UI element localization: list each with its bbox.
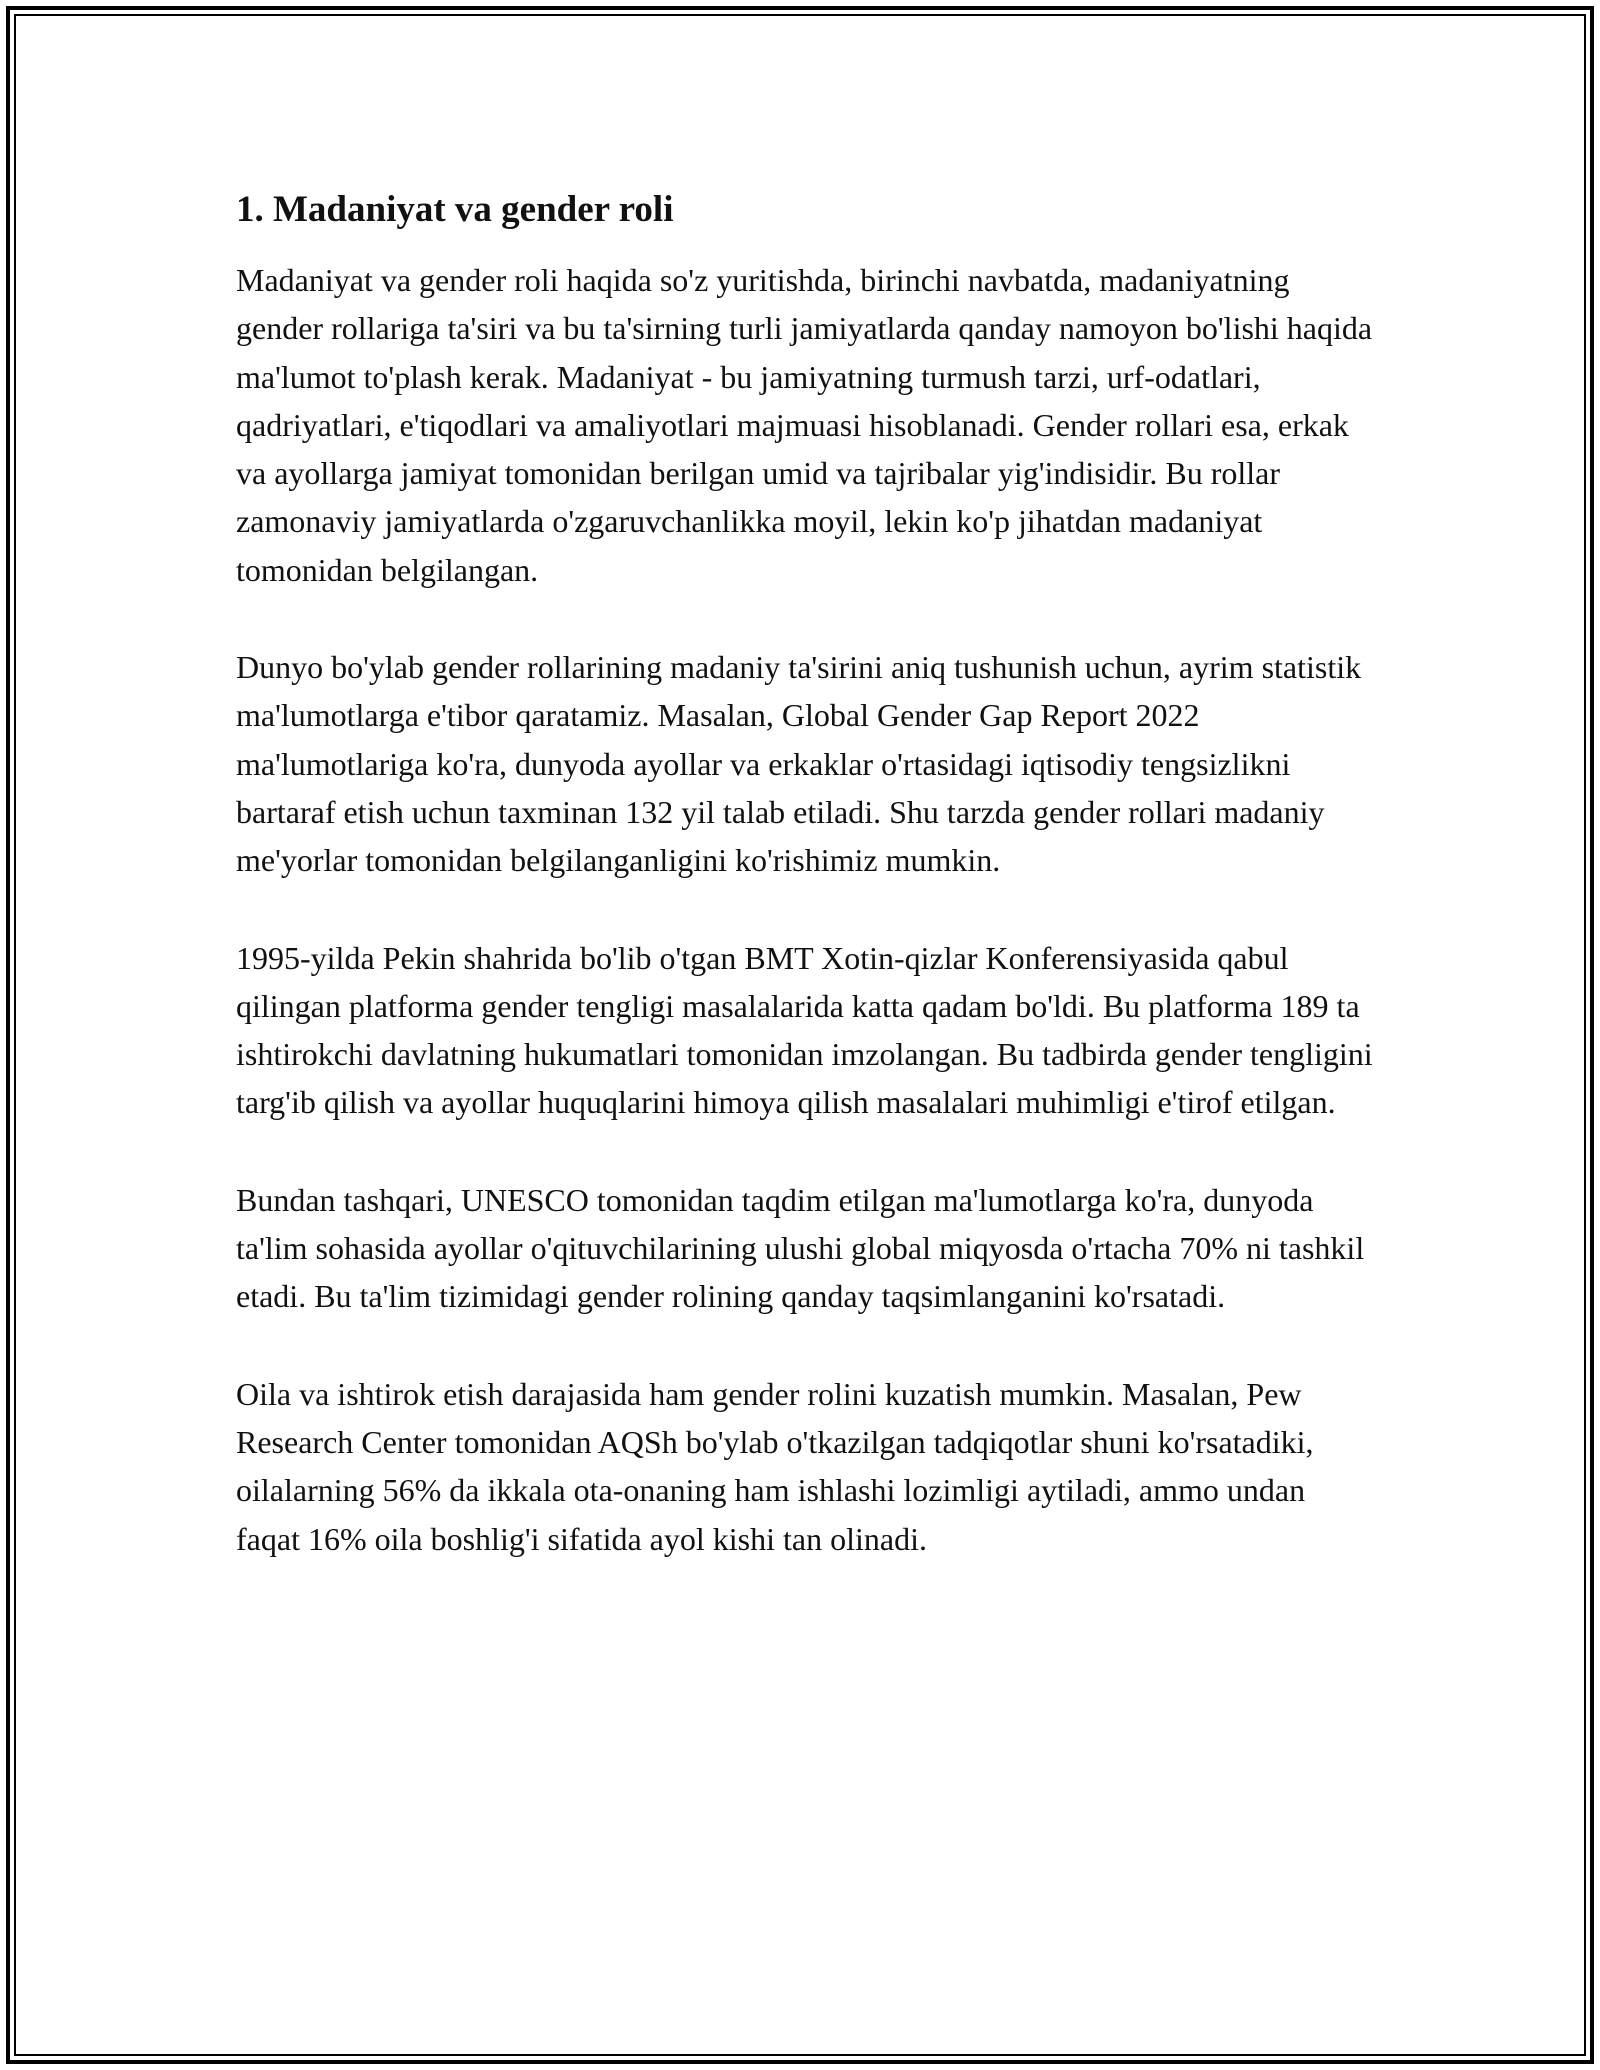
paragraph-culture-definition: Madaniyat va gender roli haqida so'z yuritishda, birinchi navbatda, madaniyatning gender rollariga ta'siri va bu ta'sirning turli jamiyatlarda qanday namoyon bo'lishi haqida ma'lumot to'plash kerak. Madaniyat - bu jamiyatning turmush tarzi, urf-odatlari, qadriyatlari, e'tiqodlari va amaliyotlari majmuasi hisoblanadi. Gender rollari esa, erkak va ayollarga jamiyat tomonidan berilgan umid va tajribalar yig'indisidir. Bu rollar zamonaviy jamiyatlarda o'zgaruvchanlikka moyil, lekin ko'p jihatdan madaniyat tomonidan belgilangan.	[236, 262, 1373, 588]
paragraph-pew-research: Oila va ishtirok etish darajasida ham gender rolini kuzatish mumkin. Masalan, Pew Research Center tomonidan AQSh bo'ylab o'tkazilgan tadqiqotlar shuni ko'rsatadiki, oilalarning 56% da ikkala ota-onaning ham ishlashi lozimligi aytiladi, ammo undan faqat 16% oila boshlig'i sifatida ayol kishi tan olinadi.	[236, 1375, 1314, 1557]
paragraph-global-gender-gap: Dunyo bo'ylab gender rollarining madaniy ta'sirini aniq tushunish uchun, ayrim statistik ma'lumotlarga e'tibor qaratamiz. Masalan, Global Gender Gap Report 2022 ma'lumotlariga ko'ra, dunyoda ayollar va erkaklar o'rtasidagi iqtisodiy tengsizlikni bartaraf etish uchun taxminan 132 yil talab etiladi. Shu tarzda gender rollari madaniy me'yorlar tomonidan belgilanganligini ko'rishimiz mumkin.	[236, 649, 1362, 879]
document-body	[236, 186, 1376, 1612]
paragraph-unesco-teachers: Bundan tashqari, UNESCO tomonidan taqdim etilgan ma'lumotlarga ko'ra, dunyoda ta'lim sohasida ayollar o'qituvchilarining ulushi global miqyosda o'rtacha 70% ni tashkil etadi. Bu ta'lim tizimidagi gender rolining qanday taqsimlanganini ko'rsatadi.	[236, 1181, 1365, 1315]
section-heading: 1. Madaniyat va gender roli	[236, 189, 674, 230]
paragraph-beijing-conference: 1995-yilda Pekin shahrida bo'lib o'tgan BMT Xotin-qizlar Konferensiyasida qabul qilingan platforma gender tengligi masalalarida katta qadam bo'ldi. Bu platforma 189 ta ishtirokchi davlatning hukumatlari tomonidan imzolangan. Bu tadbirda gender tengligini targ'ib qilish va ayollar huquqlarini himoya qilish masalalari muhimligi e'tirof etilgan.	[236, 939, 1373, 1121]
